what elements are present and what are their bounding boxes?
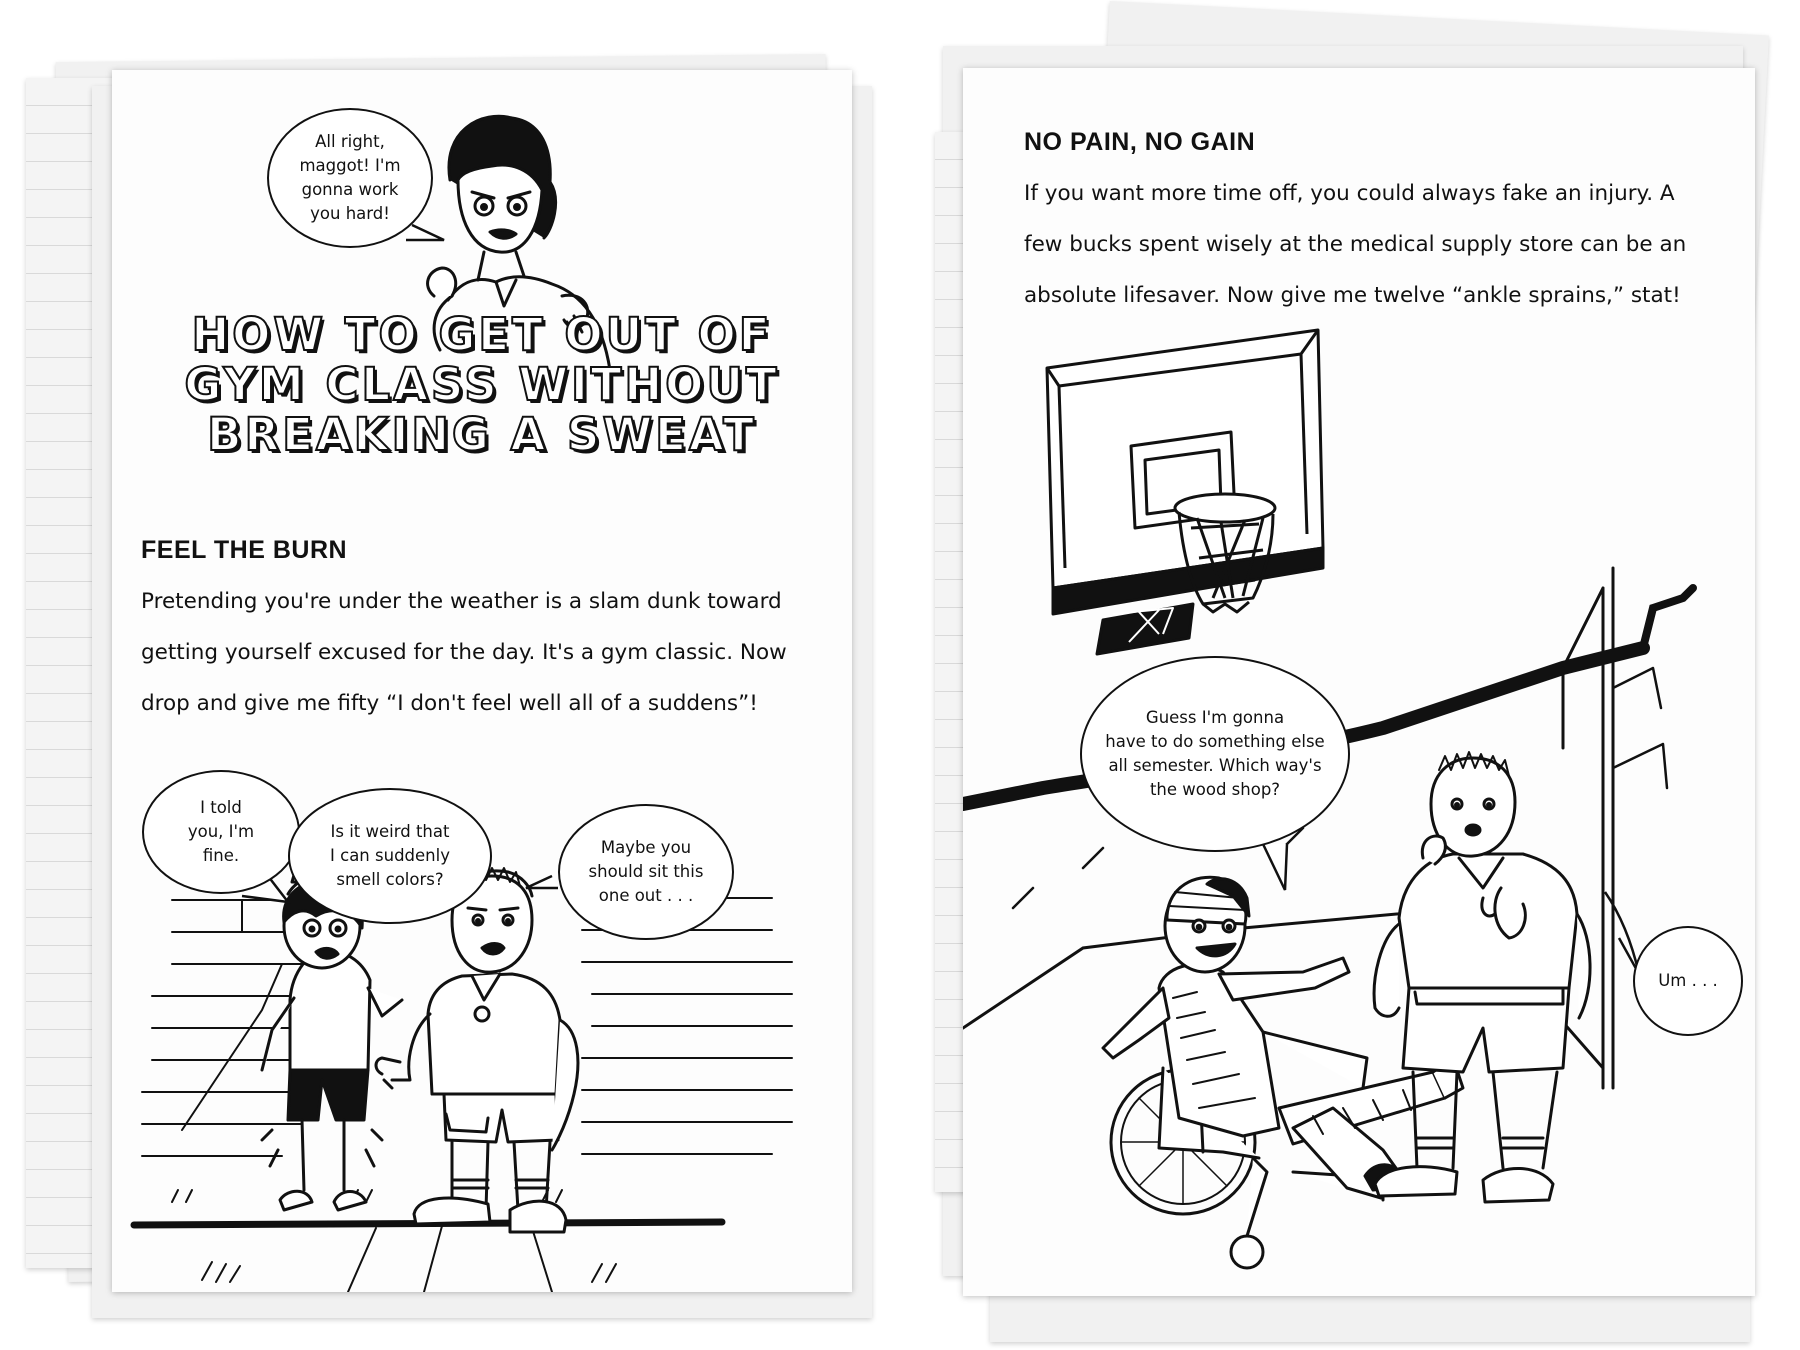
section-heading-feel-the-burn: FEEL THE BURN: [141, 536, 348, 564]
section-body-line-1: If you want more time off, you could always fake an injury. A: [1024, 181, 1675, 206]
comic-speech-bubble-3: Maybe you should sit this one out . . .: [558, 804, 734, 940]
comic-speech-bubble-2: Um . . .: [1633, 926, 1743, 1036]
title-line-1: HOW TO GET OUT OF: [191, 308, 773, 361]
title-line-2: GYM CLASS WITHOUT: [184, 358, 780, 411]
section-body-line-1: Pretending you're under the weather is a slam dunk toward: [141, 589, 782, 614]
intro-speech-bubble: All right, maggot! I'm gonna work you hard!: [267, 108, 433, 248]
comic-speech-bubble-2: Is it weird that I can suddenly smell colors?: [288, 788, 492, 924]
section-body-line-2: getting yourself excused for the day. It's a gym classic. Now: [141, 640, 787, 665]
section-body-line-2: few bucks spent wisely at the medical supply store can be an: [1024, 232, 1687, 257]
right-page: [963, 68, 1755, 1296]
left-page: [112, 70, 852, 1292]
section-body-line-3: drop and give me fifty “I don't feel well all of a suddens”!: [141, 691, 758, 716]
gym-comic-illustration: [112, 70, 852, 1292]
title-line-3: BREAKING A SWEAT: [207, 408, 757, 461]
comic-speech-bubble-1: I told you, I'm fine.: [142, 770, 300, 894]
gym-injury-comic-illustration: [963, 68, 1755, 1296]
section-body-line-3: absolute lifesaver. Now give me twelve “ankle sprains,” stat!: [1024, 283, 1681, 308]
comic-speech-bubble-1: Guess I'm gonna have to do something else all semester. Which way's the wood shop?: [1080, 656, 1350, 852]
section-heading-no-pain-no-gain: NO PAIN, NO GAIN: [1024, 128, 1256, 156]
